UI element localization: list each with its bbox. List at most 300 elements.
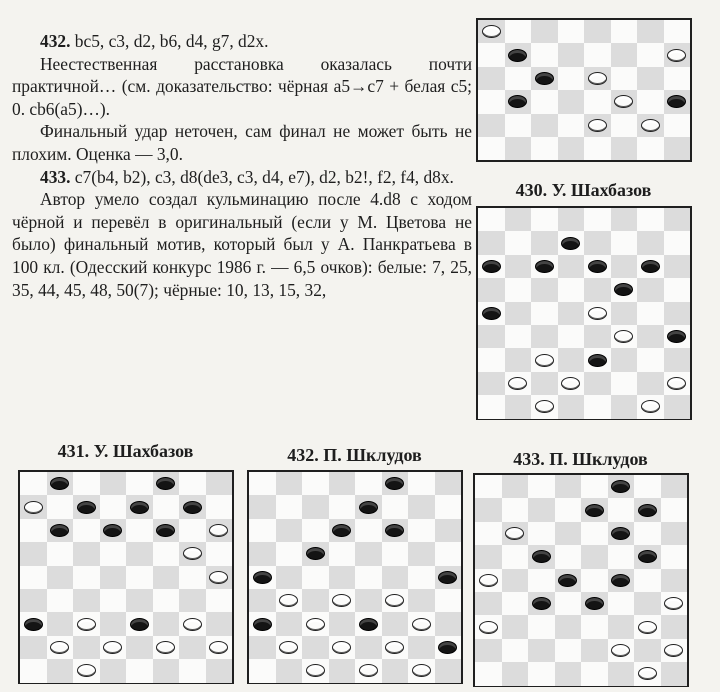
light-square xyxy=(478,348,505,371)
black-checker-icon xyxy=(253,571,272,584)
dark-square xyxy=(153,612,180,635)
light-square xyxy=(408,519,435,542)
light-square xyxy=(505,325,532,348)
dark-square xyxy=(531,325,558,348)
white-checker-icon xyxy=(588,72,607,85)
light-square xyxy=(126,472,153,495)
black-checker-icon xyxy=(359,618,378,631)
dark-square xyxy=(505,348,532,371)
dark-square xyxy=(505,208,532,231)
paragraph-author-comment: Автор умело создал кульминацию после 4.d8 с ходом чёрной и перевёл в оригинальный (если у М. Цветова не было) финальный мотив, который был у А. Панкратьева в 100 кл. (Одесский конкурс 1986 г. — 6,5 очков): белые: 7, 25, 35, 44, 45, 48, 50(7); чёрные: 10, 13, 15, 32, xyxy=(12,189,472,300)
light-square xyxy=(661,545,688,568)
light-square xyxy=(581,569,608,592)
diagram-431-title: 431. У. Шахбазов xyxy=(57,441,194,461)
problem-number: 432. xyxy=(40,31,71,51)
white-checker-icon xyxy=(482,25,501,38)
light-square xyxy=(382,495,409,518)
light-square xyxy=(478,90,505,113)
light-square xyxy=(355,472,382,495)
light-square xyxy=(179,659,206,682)
dark-square xyxy=(100,612,127,635)
black-checker-icon xyxy=(130,501,149,514)
dark-square xyxy=(637,372,664,395)
dark-square xyxy=(661,475,688,498)
dark-square xyxy=(531,114,558,137)
black-checker-icon xyxy=(359,501,378,514)
diagram-433-title: 433. П. Шклудов xyxy=(513,449,648,469)
dark-square xyxy=(558,43,585,66)
dark-square xyxy=(637,231,664,254)
light-square xyxy=(475,475,502,498)
light-square xyxy=(126,566,153,589)
light-square xyxy=(634,569,661,592)
light-square xyxy=(555,592,582,615)
diagram-430-title: 430. У. Шахбазов xyxy=(515,180,652,200)
light-square xyxy=(505,231,532,254)
dark-square xyxy=(584,231,611,254)
light-square xyxy=(20,659,47,682)
dark-square xyxy=(664,302,691,325)
black-checker-icon xyxy=(253,618,272,631)
white-checker-icon xyxy=(667,49,686,62)
dark-square xyxy=(47,566,74,589)
dark-square xyxy=(408,589,435,612)
dark-square xyxy=(302,636,329,659)
light-square xyxy=(528,569,555,592)
light-square xyxy=(47,495,74,518)
dark-square xyxy=(478,372,505,395)
dark-square xyxy=(276,519,303,542)
dark-square xyxy=(355,589,382,612)
dark-square xyxy=(126,542,153,565)
light-square xyxy=(531,90,558,113)
light-square xyxy=(153,495,180,518)
dark-square xyxy=(302,495,329,518)
dark-square xyxy=(153,659,180,682)
light-square xyxy=(73,472,100,495)
dark-square xyxy=(555,615,582,638)
dark-square xyxy=(126,589,153,612)
light-square xyxy=(637,208,664,231)
dark-square xyxy=(355,636,382,659)
dark-square xyxy=(100,566,127,589)
light-square xyxy=(502,639,529,662)
light-square xyxy=(355,566,382,589)
black-checker-icon xyxy=(438,571,457,584)
light-square xyxy=(531,208,558,231)
dark-square xyxy=(47,612,74,635)
light-square xyxy=(611,114,638,137)
light-square xyxy=(249,472,276,495)
dark-square xyxy=(126,636,153,659)
dark-square xyxy=(611,255,638,278)
light-square xyxy=(581,615,608,638)
light-square xyxy=(584,137,611,160)
dark-square xyxy=(581,545,608,568)
black-checker-icon xyxy=(535,260,554,273)
light-square xyxy=(355,519,382,542)
light-square xyxy=(47,589,74,612)
light-square xyxy=(637,90,664,113)
dark-square xyxy=(475,639,502,662)
light-square xyxy=(276,542,303,565)
light-square xyxy=(435,542,462,565)
light-square xyxy=(584,208,611,231)
dark-square xyxy=(276,612,303,635)
light-square xyxy=(558,325,585,348)
dark-square xyxy=(382,566,409,589)
light-square xyxy=(555,639,582,662)
dark-square xyxy=(555,475,582,498)
black-checker-icon xyxy=(558,574,577,587)
dark-square xyxy=(475,592,502,615)
dark-square xyxy=(581,639,608,662)
light-square xyxy=(528,522,555,545)
dark-square xyxy=(382,659,409,682)
dark-square xyxy=(664,137,691,160)
black-checker-icon xyxy=(561,237,580,250)
article-text xyxy=(12,30,472,301)
light-square xyxy=(20,566,47,589)
dark-square xyxy=(661,615,688,638)
dark-square xyxy=(100,659,127,682)
dark-square xyxy=(558,348,585,371)
light-square xyxy=(558,20,585,43)
dark-square xyxy=(329,659,356,682)
dark-square xyxy=(531,372,558,395)
dark-square xyxy=(611,302,638,325)
light-square xyxy=(558,67,585,90)
dark-square xyxy=(661,662,688,685)
light-square xyxy=(100,589,127,612)
dark-square xyxy=(408,542,435,565)
light-square xyxy=(478,43,505,66)
white-checker-icon xyxy=(588,307,607,320)
dark-square xyxy=(661,569,688,592)
light-square xyxy=(611,372,638,395)
light-square xyxy=(179,472,206,495)
white-checker-icon xyxy=(588,119,607,132)
light-square xyxy=(329,495,356,518)
light-square xyxy=(153,589,180,612)
black-checker-icon xyxy=(183,501,202,514)
dark-square xyxy=(531,278,558,301)
solution-moves: c7(b4, b2), c3, d8(de3, c3, d4, e7), d2, b2!, f2, f4, d8x. xyxy=(70,166,454,187)
dark-square xyxy=(206,612,233,635)
black-checker-icon xyxy=(24,618,43,631)
dark-square xyxy=(475,545,502,568)
black-checker-icon xyxy=(482,260,501,273)
dark-square xyxy=(664,255,691,278)
dark-square xyxy=(478,231,505,254)
dark-square xyxy=(502,615,529,638)
dark-square xyxy=(505,137,532,160)
dark-square xyxy=(478,114,505,137)
light-square xyxy=(179,519,206,542)
diagram-432-board xyxy=(247,470,463,684)
dark-square xyxy=(558,255,585,278)
dark-square xyxy=(611,348,638,371)
dark-square xyxy=(20,542,47,565)
light-square xyxy=(408,566,435,589)
light-square xyxy=(73,566,100,589)
dark-square xyxy=(502,569,529,592)
problem-number: 433. xyxy=(40,166,71,187)
black-checker-icon xyxy=(585,504,604,517)
light-square xyxy=(634,522,661,545)
dark-square xyxy=(634,639,661,662)
light-square xyxy=(611,20,638,43)
dark-square xyxy=(528,639,555,662)
dark-square xyxy=(611,43,638,66)
light-square xyxy=(611,67,638,90)
dark-square xyxy=(73,542,100,565)
white-checker-icon xyxy=(479,574,498,587)
light-square xyxy=(581,522,608,545)
black-checker-icon xyxy=(535,72,554,85)
dark-square xyxy=(637,20,664,43)
light-square xyxy=(302,472,329,495)
diagram-431-board xyxy=(18,470,234,684)
dark-square xyxy=(475,498,502,521)
light-square xyxy=(611,231,638,254)
light-square xyxy=(608,498,635,521)
dark-square xyxy=(505,395,532,418)
light-square xyxy=(502,545,529,568)
light-square xyxy=(126,519,153,542)
paragraph-evaluation: Финальный удар неточен, сам финал не может быть не плохим. Оценка — 3,0. xyxy=(12,121,472,164)
white-checker-icon xyxy=(24,501,43,514)
solution-moves: bc5, c3, d2, b6, d4, g7, d2x. xyxy=(70,31,269,51)
light-square xyxy=(100,542,127,565)
dark-square xyxy=(20,589,47,612)
light-square xyxy=(20,519,47,542)
dark-square xyxy=(608,662,635,685)
white-checker-icon xyxy=(479,621,498,634)
dark-square xyxy=(502,475,529,498)
dark-square xyxy=(555,662,582,685)
light-square xyxy=(664,231,691,254)
dark-square xyxy=(73,589,100,612)
white-checker-icon xyxy=(638,621,657,634)
light-square xyxy=(478,208,505,231)
white-checker-icon xyxy=(306,618,325,631)
light-square xyxy=(637,302,664,325)
black-checker-icon xyxy=(508,49,527,62)
light-square xyxy=(408,472,435,495)
dark-square xyxy=(206,472,233,495)
light-square xyxy=(558,114,585,137)
light-square xyxy=(637,43,664,66)
dark-square xyxy=(558,395,585,418)
black-checker-icon xyxy=(585,597,604,610)
light-square xyxy=(664,20,691,43)
dark-square xyxy=(249,495,276,518)
dark-square xyxy=(502,662,529,685)
white-checker-icon xyxy=(183,618,202,631)
dark-square xyxy=(528,498,555,521)
dark-square xyxy=(584,20,611,43)
light-square xyxy=(664,278,691,301)
dark-square xyxy=(558,137,585,160)
dark-square xyxy=(531,231,558,254)
light-square xyxy=(555,545,582,568)
light-square xyxy=(179,566,206,589)
light-square xyxy=(528,662,555,685)
dark-square xyxy=(634,592,661,615)
black-checker-icon xyxy=(130,618,149,631)
light-square xyxy=(637,137,664,160)
light-square xyxy=(206,542,233,565)
dark-square xyxy=(664,208,691,231)
black-checker-icon xyxy=(77,501,96,514)
black-checker-icon xyxy=(588,260,607,273)
dark-square xyxy=(435,472,462,495)
dark-square xyxy=(408,495,435,518)
light-square xyxy=(475,662,502,685)
dark-square xyxy=(661,522,688,545)
dark-square xyxy=(505,255,532,278)
white-checker-icon xyxy=(412,618,431,631)
light-square xyxy=(73,519,100,542)
dark-square xyxy=(153,566,180,589)
dark-square xyxy=(584,278,611,301)
light-square xyxy=(249,659,276,682)
dark-square xyxy=(276,566,303,589)
light-square xyxy=(435,495,462,518)
light-square xyxy=(100,495,127,518)
dark-square xyxy=(408,636,435,659)
dark-square xyxy=(179,636,206,659)
light-square xyxy=(531,302,558,325)
dark-square xyxy=(478,67,505,90)
dark-square xyxy=(435,519,462,542)
dark-square xyxy=(558,90,585,113)
light-square xyxy=(584,43,611,66)
light-square xyxy=(435,589,462,612)
dark-square xyxy=(249,589,276,612)
light-square xyxy=(558,278,585,301)
light-square xyxy=(505,20,532,43)
dark-square xyxy=(608,615,635,638)
light-square xyxy=(608,592,635,615)
black-checker-icon xyxy=(532,597,551,610)
dark-square xyxy=(637,67,664,90)
light-square xyxy=(302,519,329,542)
black-checker-icon xyxy=(482,307,501,320)
white-checker-icon xyxy=(77,618,96,631)
black-checker-icon xyxy=(611,574,630,587)
light-square xyxy=(555,498,582,521)
dark-square xyxy=(637,325,664,348)
dark-square xyxy=(179,589,206,612)
dark-square xyxy=(20,636,47,659)
diagram-432-title: 432. П. Шклудов xyxy=(287,445,422,465)
light-square xyxy=(531,43,558,66)
dark-square xyxy=(584,325,611,348)
dark-square xyxy=(276,472,303,495)
light-square xyxy=(664,67,691,90)
light-square xyxy=(20,472,47,495)
paragraph-432-solution xyxy=(12,30,472,53)
dark-square xyxy=(478,325,505,348)
light-square xyxy=(502,498,529,521)
light-square xyxy=(608,545,635,568)
light-square xyxy=(528,475,555,498)
light-square xyxy=(382,542,409,565)
dark-square xyxy=(664,348,691,371)
dark-square xyxy=(555,522,582,545)
light-square xyxy=(206,495,233,518)
light-square xyxy=(475,522,502,545)
light-square xyxy=(329,542,356,565)
dark-square xyxy=(329,472,356,495)
dark-square xyxy=(435,659,462,682)
dark-square xyxy=(47,659,74,682)
light-square xyxy=(637,348,664,371)
white-checker-icon xyxy=(641,119,660,132)
dark-square xyxy=(329,566,356,589)
light-square xyxy=(531,137,558,160)
dark-square xyxy=(611,395,638,418)
dark-square xyxy=(329,612,356,635)
paragraph-433-solution xyxy=(12,166,472,189)
light-square xyxy=(276,495,303,518)
diagram-top-board xyxy=(476,18,692,162)
light-square xyxy=(249,519,276,542)
diagram-430-board xyxy=(476,206,692,420)
dark-square xyxy=(584,372,611,395)
light-square xyxy=(664,114,691,137)
dark-square xyxy=(637,278,664,301)
paragraph-comment: Неестественная расстановка оказалась почти практичной… (см. доказательство: чёрная a5→c7 + белая c5; 0. cb6(a5)…). xyxy=(12,53,472,119)
light-square xyxy=(505,67,532,90)
light-square xyxy=(502,592,529,615)
dark-square xyxy=(558,208,585,231)
light-square xyxy=(581,475,608,498)
dark-square xyxy=(249,636,276,659)
dark-square xyxy=(276,659,303,682)
dark-square xyxy=(531,20,558,43)
black-checker-icon xyxy=(638,504,657,517)
dark-square xyxy=(558,302,585,325)
light-square xyxy=(584,90,611,113)
black-checker-icon xyxy=(641,260,660,273)
dark-square xyxy=(505,302,532,325)
white-checker-icon xyxy=(535,354,554,367)
light-square xyxy=(126,659,153,682)
dark-square xyxy=(382,612,409,635)
dark-square xyxy=(611,137,638,160)
light-square xyxy=(478,395,505,418)
dark-square xyxy=(478,278,505,301)
light-square xyxy=(581,662,608,685)
dark-square xyxy=(302,589,329,612)
dark-square xyxy=(100,472,127,495)
diagram-433-board xyxy=(473,473,689,687)
dark-square xyxy=(355,542,382,565)
light-square xyxy=(302,566,329,589)
dark-square xyxy=(206,659,233,682)
dark-square xyxy=(435,612,462,635)
white-checker-icon xyxy=(209,571,228,584)
light-square xyxy=(505,114,532,137)
light-square xyxy=(505,278,532,301)
light-square xyxy=(584,395,611,418)
dark-square xyxy=(249,542,276,565)
dark-square xyxy=(73,636,100,659)
light-square xyxy=(206,589,233,612)
